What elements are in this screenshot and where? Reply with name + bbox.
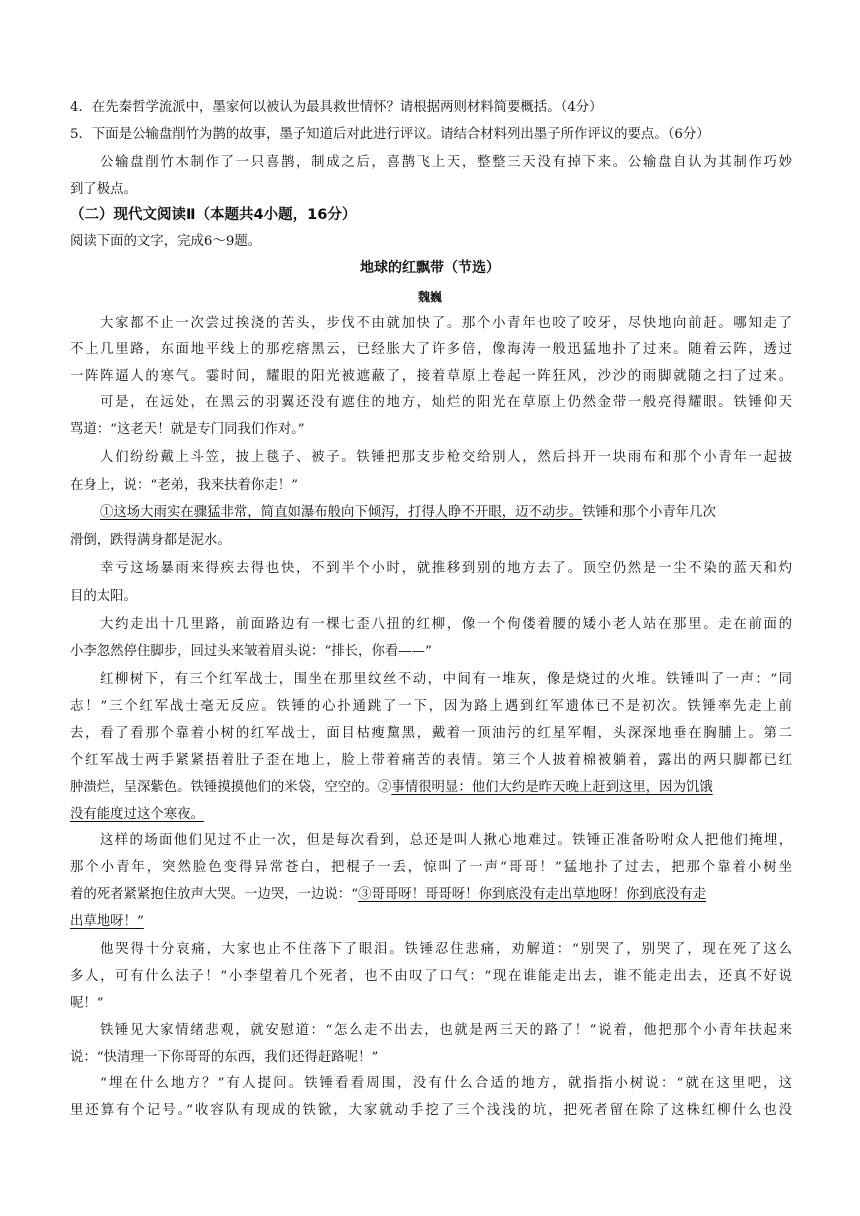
question-4: 4．在先秦哲学流派中，墨家何以被认为最具救世情怀？请根据两则材料简要概括。（4分） bbox=[70, 100, 603, 115]
passage-text: 肿溃烂，呈深紫色。铁锤摸摸他们的米袋，空空的。② bbox=[70, 780, 392, 795]
passage-line: 大约走出十几里路，前面路边有一棵七歪八扭的红柳，像一个佝偻着腰的矮小老人站在那里。走在前面的 bbox=[100, 617, 792, 632]
passage-title: 地球的红飘带（节选） bbox=[360, 260, 500, 276]
passage-line: 幸亏这场暴雨来得疾去得也快，不到半个小时，就推移到别的地方去了。顶空仍然是一尘不染的蓝天和灼 bbox=[100, 561, 792, 576]
passage-line: 目的太阳。 bbox=[70, 589, 137, 604]
passage-line: 红柳树下，有三个红军战士，围坐在那里纹丝不动，中间有一堆灰，像是烧过的火堆。铁锤叫了一声：“同 bbox=[100, 672, 792, 687]
underlined-sentence-3-cont: 出草地呀！” bbox=[70, 914, 144, 929]
passage-line bbox=[70, 806, 792, 824]
passage-line: 多人，可有什么法子！”小李望着几个死者，也不由叹了口气：“现在谁能走出去，谁不能走出去，还真不好说 bbox=[70, 969, 792, 984]
question-5: 5．下面是公输盘削竹为鹊的故事，墨子知道后对此进行评议。请结合材料列出墨子所作评议的要点。（6分） bbox=[70, 127, 710, 142]
passage-line bbox=[70, 886, 792, 904]
passage-author: 魏巍 bbox=[417, 290, 442, 304]
passage-line: 可是，在远处，在黑云的羽翼还没有遮住的地方，灿烂的阳光在草原上仍然金带一般亮得耀眼。铁锤仰天 bbox=[100, 395, 792, 410]
passage-line: 说：“快清理一下你哥哥的东西，我们还得赶路呢！” bbox=[70, 1050, 379, 1065]
passage-line: 那个小青年，突然脸色变得异常苍白，把棍子一丢，惊叫了一声“哥哥！”猛地扑了过去，把那个靠着小树坐 bbox=[70, 860, 792, 875]
passage-line: 一阵阵逼人的寒气。霎时间，耀眼的阳光被遮蔽了，接着草原上卷起一阵狂风，沙沙的雨脚就随之扫了过来。 bbox=[70, 369, 792, 384]
passage-line: 里还算有个记号。”收容队有现成的铁锨，大家就动手挖了三个浅浅的坑，把死者留在除了这株红柳什么也没 bbox=[70, 1103, 792, 1118]
passage-text: 着的死者紧紧抱住放声大哭。一边哭，一边说：“ bbox=[70, 887, 359, 902]
passage-line: 不上几里路，东面地平线上的那疙瘩黑云，已经胀大了许多倍，像海涛一般迅猛地扑了过来。随着云阵，透过 bbox=[70, 342, 792, 357]
underlined-sentence-1: ①这场大雨实在骤猛非常，简直如瀑布般向下倾泻，打得人睁不开眼，迈不动步。 bbox=[100, 505, 583, 520]
passage-line: 小李忽然停住脚步，回过头来皱着眉头说：“排长，你看——” bbox=[70, 644, 432, 659]
passage-text: 铁锤和那个小青年几次 bbox=[582, 505, 716, 520]
story-line: 公输盘削竹木制作了一只喜鹊，制成之后，喜鹊飞上天，整整三天没有掉下来。公输盘自认为其制作巧妙 bbox=[100, 155, 792, 170]
passage-line: “埋在什么地方？”有人提问。铁锤看看周围，没有什么合适的地方，就指指小树说：“就在这里吧，这 bbox=[100, 1076, 792, 1091]
story-line: 到了极点。 bbox=[70, 182, 137, 197]
passage-line: 他哭得十分哀痛，大家也止不住落下了眼泪。铁锤忍住悲痛，劝解道：“别哭了，别哭了，现在死了这么 bbox=[100, 942, 792, 957]
passage-line: 呢！” bbox=[70, 996, 104, 1011]
passage-line bbox=[70, 779, 792, 797]
passage-line: 个红军战士两手紧紧捂着肚子歪在地上，脸上带着痛苦的表情。第三个人披着棉被躺着，露出的两只脚都已红 bbox=[70, 753, 792, 768]
underlined-sentence-2-cont: 没有能度过这个寒夜。 bbox=[70, 807, 204, 822]
passage-line bbox=[70, 913, 792, 931]
passage-line: 骂道：“这老天！就是专门同我们作对。” bbox=[70, 422, 305, 437]
underlined-sentence-3: ③哥哥呀！哥哥呀！你到底没有走出草地呀！你到底没有走 bbox=[358, 887, 707, 902]
passage-line bbox=[100, 504, 792, 522]
underlined-sentence-2: 事情很明显：他们大约是昨天晚上赶到这里，因为饥饿 bbox=[391, 780, 713, 795]
passage-line: 铁锤见大家情绪悲观，就安慰道：“怎么走不出去，也就是两三天的路了！”说着，他把那个小青年扶起来 bbox=[100, 1023, 792, 1038]
section-instruction: 阅读下面的文字，完成6～9题。 bbox=[70, 234, 262, 249]
section-heading: （二）现代文阅读Ⅱ（本题共4小题，16分） bbox=[70, 207, 357, 223]
passage-line: 在身上，说：“老弟，我来扶着你走！” bbox=[70, 478, 298, 493]
passage-line: 这样的场面他们见过不止一次，但是每次看到，总还是叫人揪心地难过。铁锤正准备吩咐众人把他们掩埋， bbox=[100, 833, 792, 848]
passage-line: 志！”三个红军战士毫无反应。铁锤的心扑通跳了一下，因为路上遇到红军遗体已不是初次。铁锤率先走上前 bbox=[70, 699, 792, 714]
passage-line: 去，看了看那个靠着小树的红军战士，面目枯瘦黧黑，戴着一顶油污的红星军帽，头深深地垂在胸脯上。第二 bbox=[70, 726, 792, 741]
passage-line: 滑倒，跌得满身都是泥水。 bbox=[70, 533, 231, 548]
passage-line: 大家都不止一次尝过挨浇的苦头，步伐不由就加快了。那个小青年也咬了咬牙，尽快地向前赶。哪知走了 bbox=[100, 316, 792, 331]
passage-line: 人们纷纷戴上斗笠，披上毯子、被子。铁锤把那支步枪交给别人，然后抖开一块雨布和那个小青年一起披 bbox=[100, 450, 792, 465]
